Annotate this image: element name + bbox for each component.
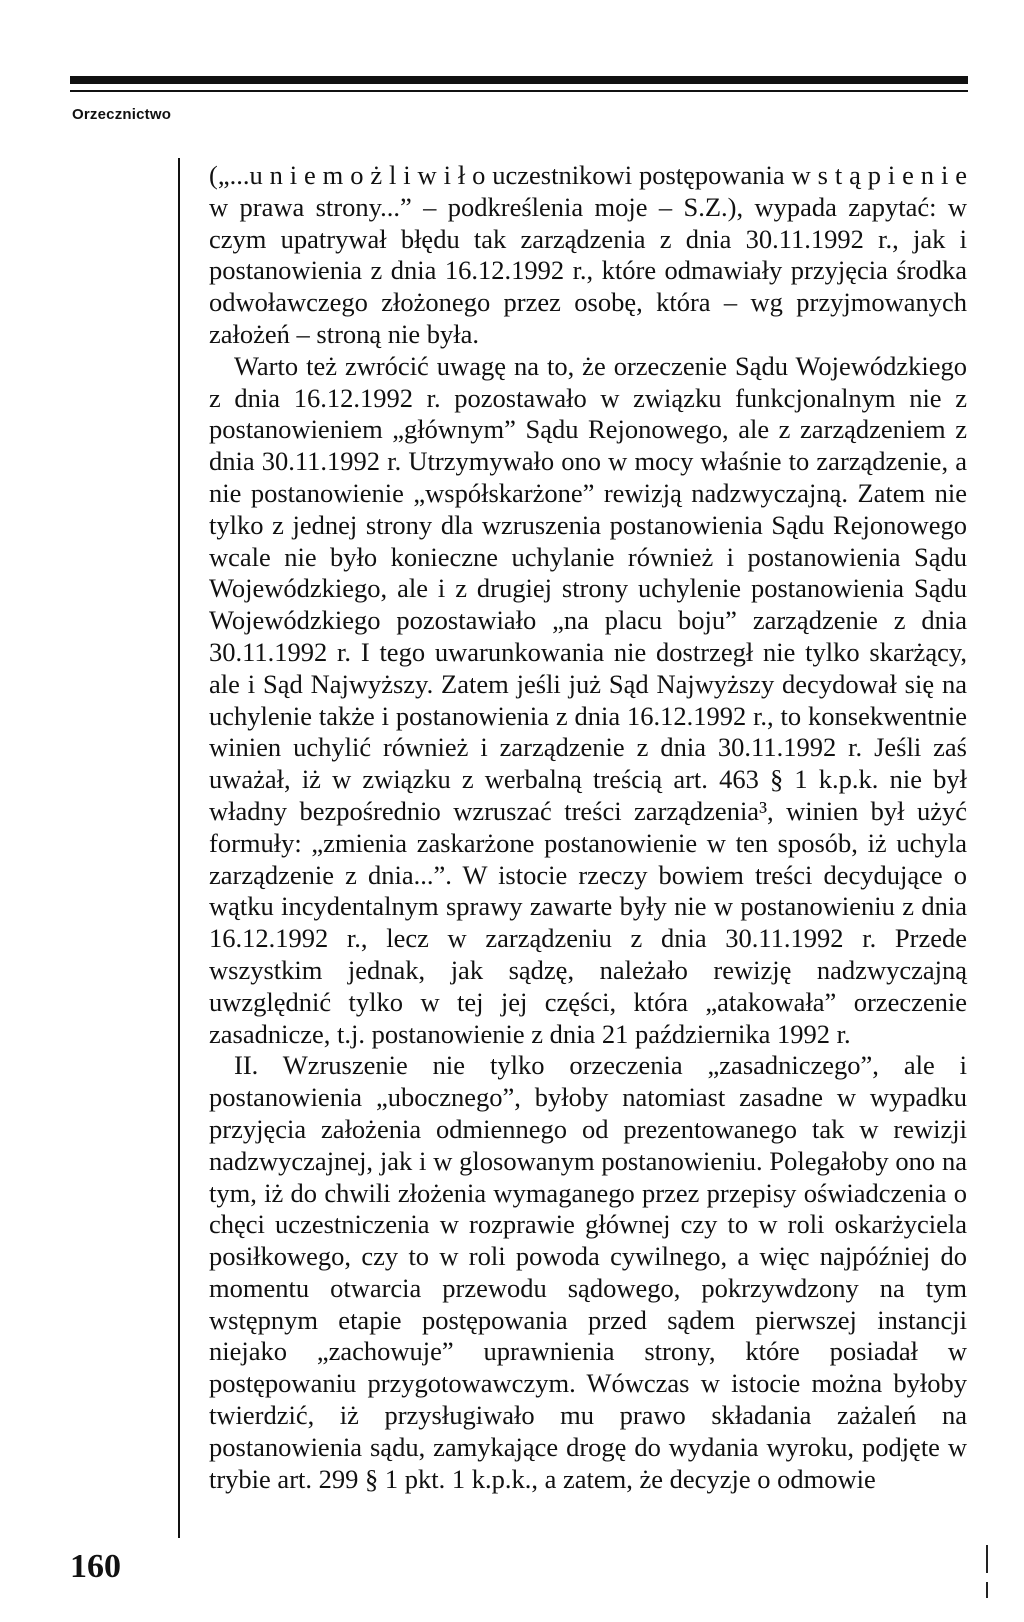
margin-rule: [178, 158, 180, 1538]
page-number: 160: [70, 1548, 121, 1585]
body-text: [209, 160, 967, 1495]
paragraph-2: Warto też zwrócić uwagę na to, że orzeczenie Sądu Wojewódzkiego z dnia 16.12.1992 r. pozostawało w związku funkcjonalnym nie z postanowieniem „głównym” Sądu Rejonowego, ale z zarządzeniem z dnia 30.11.1992 r. Utrzymywało ono w mocy właśnie to zarządzenie, a nie postanowienie „współskarżone” rewizją nadzwyczajną. Zatem nie tylko z jednej strony dla wzruszenia postanowienia Sądu Rejonowego wcale nie było konieczne uchylanie również i postanowienia Sądu Wojewódzkiego, ale i z drugiej strony uchylenie postanowienia Sądu Wojewódzkiego pozostawiało „na placu boju” zarządzenie z dnia 30.11.1992 r. I tego uwarunkowania nie dostrzegł nie tylko skarżący, ale i Sąd Najwyższy. Zatem jeśli już Sąd Najwyższy decydował się na uchylenie także i postanowienia z dnia 16.12.1992 r., to konsekwentnie winien uchylić również i zarządzenie z dnia 30.11.1992 r. Jeśli zaś uważał, iż w związku z werbalną treścią art. 463 § 1 k.p.k. nie był władny bezpośrednio wzruszać treści zarządzenia³, winien był użyć formuły: „zmienia zaskarżone postanowienie w ten sposób, iż uchyla zarządzenie z dnia...”. W istocie rzeczy bowiem treści decydujące o wątku incydentalnym sprawy zawarte były nie w postanowieniu z dnia 16.12.1992 r., lecz w zarządzeniu z dnia 30.11.1992 r. Przede wszystkim jednak, jak sądzę, należało rewizję nadzwyczajną uwzględnić tylko w tej jej części, która „atakowała” orzeczenie zasadnicze, t.j. postanowienie z dnia 21 października 1992 r.: [209, 350, 967, 1049]
scan-edge-mark: [986, 1582, 988, 1598]
paragraph-1: („...u n i e m o ż l i w i ł o uczestnikowi postępowania w s t ą p i e n i e w prawa strony...” – podkreślenia moje – S.Z.), wypada zapytać: w czym upatrywał błędu tak zarządzenia z dnia 30.11.1992 r., jak i postanowienia z dnia 16.12.1992 r., które odmawiały przyjęcia środka odwoławczego złożonego przez osobę, która – wg przyjmowanych założeń – stroną nie była.: [209, 160, 967, 349]
paragraph-3: II. Wzruszenie nie tylko orzeczenia „zasadniczego”, ale i postanowienia „ubocznego”, byłoby natomiast zasadne w wypadku przyjęcia założenia odmiennego od prezentowanego tak w rewizji nadzwyczajnej, jak i w glosowanym postanowieniu. Polegałoby ono na tym, iż do chwili złożenia wymaganego przez przepisy oświadczenia o chęci uczestniczenia w rozprawie głównej czy to w roli oskarżyciela posiłkowego, czy to w roli powoda cywilnego, a więc najpóźniej do momentu otwarcia przewodu sądowego, pokrzywdzony na tym wstępnym etapie postępowania przed sądem pierwszej instancji niejako „zachowuje” uprawnienia strony, które posiadał w postępowaniu przygotowawczym. Wówczas w istocie można byłoby twierdzić, iż przysługiwało mu prawo składania zażaleń na postanowienia sądu, zamykające drogę do wydania wyroku, podjęte w trybie art. 299 § 1 pkt. 1 k.p.k., a zatem, że decyzje o odmowie: [209, 1050, 967, 1494]
scan-edge-mark: [986, 1545, 988, 1573]
header-rule-thin: [70, 90, 968, 92]
running-head: Orzecznictwo: [72, 106, 172, 123]
header-rule-thick: [70, 76, 968, 84]
